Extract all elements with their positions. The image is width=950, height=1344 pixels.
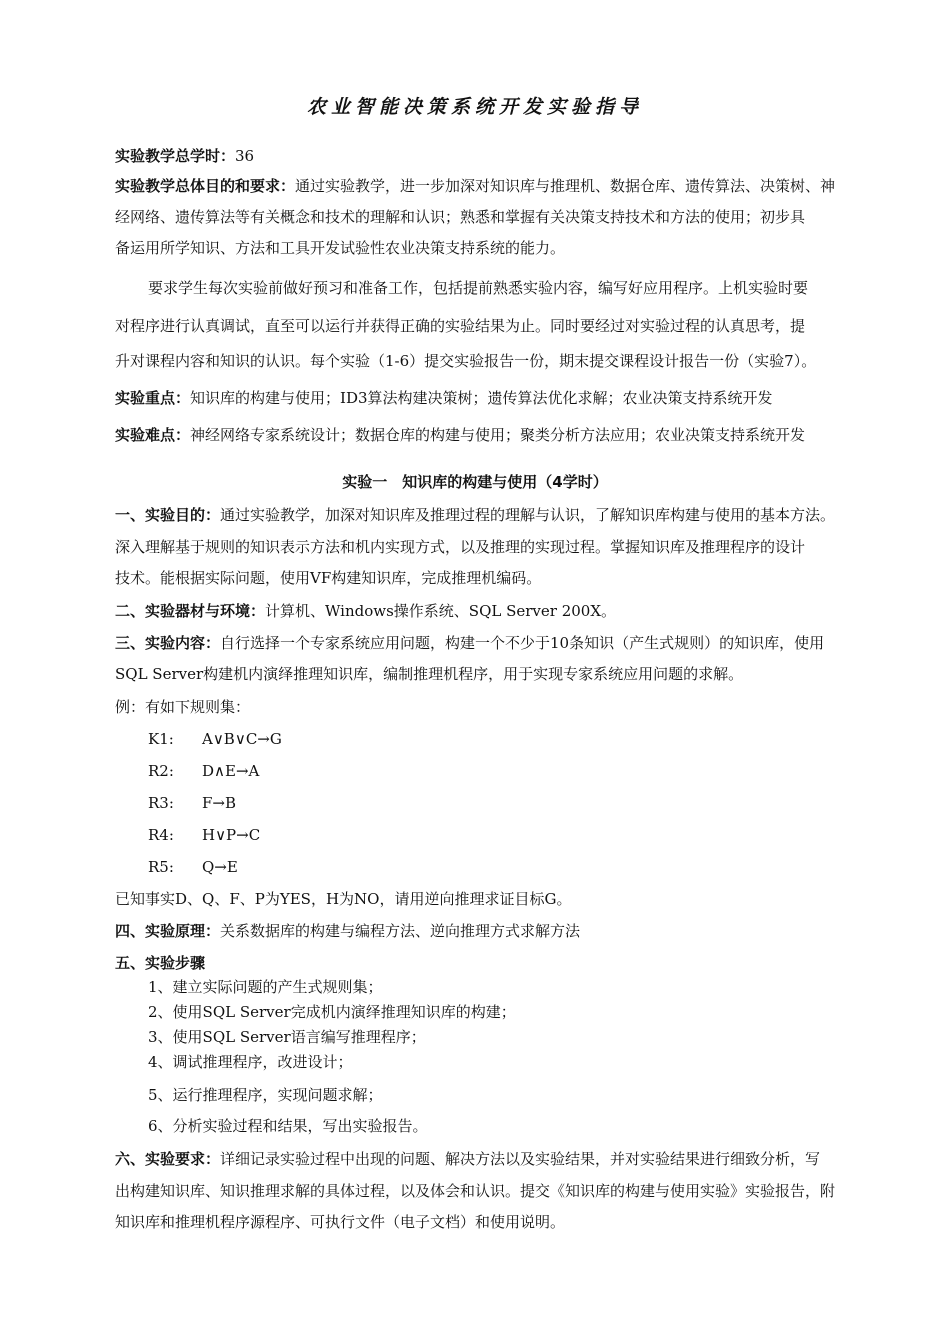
key-points-label: 实验重点： [115,389,191,407]
content-line-1: 三、实验内容：自行选择一个专家系统应用问题，构建一个不少于10条知识（产生式规则）的知识库，使用 [115,634,825,652]
goal-line-1: 实验教学总体目的和要求：通过实验教学，进一步加深对知识库与推理机、数据仓库、遗传算法、决策树、神 [115,177,836,195]
rule-expression: Q→E [202,858,238,876]
purpose-label: 一、实验目的： [115,506,221,524]
difficulties-label: 实验难点： [115,426,191,444]
key-points: 实验重点：知识库的构建与使用；ID3算法构建决策树；遗传算法优化求解；农业决策支持系统开发 [115,389,773,407]
req-line-1: 要求学生每次实验前做好预习和准备工作，包括提前熟悉实验内容，编写好应用程序。上机实验时要 [148,279,809,297]
goal-line-3: 备运用所学知识、方法和工具开发试验性农业决策支持系统的能力。 [115,239,566,257]
rule-id: K1: [148,730,174,748]
purpose-line-1: 一、实验目的：通过实验教学，加深对知识库及推理过程的理解与认识，了解知识库构建与使用的基本方法。 [115,506,836,524]
step-item: 4、调试推理程序，改进设计； [148,1053,353,1071]
content-line-2: SQL Server构建机内演绎推理知识库，编制推理机程序，用于实现专家系统应用问题的求解。 [115,665,744,683]
step-item: 3、使用SQL Server语言编写推理程序； [148,1028,426,1046]
step-item: 2、使用SQL Server完成机内演绎推理知识库的构建； [148,1003,516,1021]
document-title: 农业智能决策系统开发实验指导 [306,96,643,118]
purpose-line-3: 技术。能根据实际问题，使用VF构建知识库，完成推理机编码。 [115,569,542,587]
requirements-line-3: 知识库和推理机程序源程序、可执行文件（电子文档）和使用说明。 [115,1213,566,1231]
total-hours [115,146,885,166]
rule-expression: F→B [202,794,236,812]
steps-heading: 五、实验步骤 [115,954,206,972]
requirements-line-2: 出构建知识库、知识推理求解的具体过程，以及体会和认识。提交《知识库的构建与使用实验》实验报告，附 [115,1182,836,1200]
req-line-3: 升对课程内容和知识的认识。每个实验（1-6）提交实验报告一份，期末提交课程设计报告一份（实验7）。 [115,352,817,370]
known-facts: 已知事实D、Q、F、P为YES，H为NO，请用逆向推理求证目标G。 [115,890,572,908]
purpose-line-2: 深入理解基于规则的知识表示方法和机内实现方式，以及推理的实现过程。掌握知识库及推理程序的设计 [115,538,806,556]
principle-label: 四、实验原理： [115,922,221,940]
difficulties: 实验难点：神经网络专家系统设计；数据仓库的构建与使用；聚类分析方法应用；农业决策支持系统开发 [115,426,806,444]
step-item: 5、运行推理程序，实现问题求解； [148,1086,383,1104]
requirements-label: 六、实验要求： [115,1150,221,1168]
goal-line-2: 经网络、遗传算法等有关概念和技术的理解和认识；熟悉和掌握有关决策支持技术和方法的使用；初步具 [115,208,806,226]
rule-expression: A∨B∨C→G [202,730,282,748]
requirements-line-1: 六、实验要求：详细记录实验过程中出现的问题、解决方法以及实验结果，并对实验结果进行细致分析，写 [115,1150,821,1168]
principle: 四、实验原理：关系数据库的构建与编程方法、逆向推理方式求解方法 [115,922,581,940]
goal-label: 实验教学总体目的和要求： [115,177,296,195]
rule-id: R4: [148,826,174,844]
example-intro: 例：有如下规则集： [115,698,251,716]
experiment-1-title: 实验一 知识库的构建与使用（4学时） [342,473,608,491]
total-hours-value: 36 [235,147,255,165]
step-item: 1、建立实际问题的产生式规则集； [148,978,383,996]
rule-id: R2: [148,762,174,780]
step-item: 6、分析实验过程和结果，写出实验报告。 [148,1117,428,1135]
rule-id: R3: [148,794,174,812]
environment: 二、实验器材与环境：计算机、Windows操作系统、SQL Server 200X。 [115,602,617,620]
rule-expression: D∧E→A [202,762,260,780]
rule-id: R5: [148,858,174,876]
rule-expression: H∨P→C [202,826,261,844]
total-hours-label: 实验教学总学时： [115,147,236,165]
environment-label: 二、实验器材与环境： [115,602,266,620]
content-label: 三、实验内容： [115,634,221,652]
req-line-2: 对程序进行认真调试，直至可以运行并获得正确的实验结果为止。同时要经过对实验过程的认真思考，提 [115,317,806,335]
